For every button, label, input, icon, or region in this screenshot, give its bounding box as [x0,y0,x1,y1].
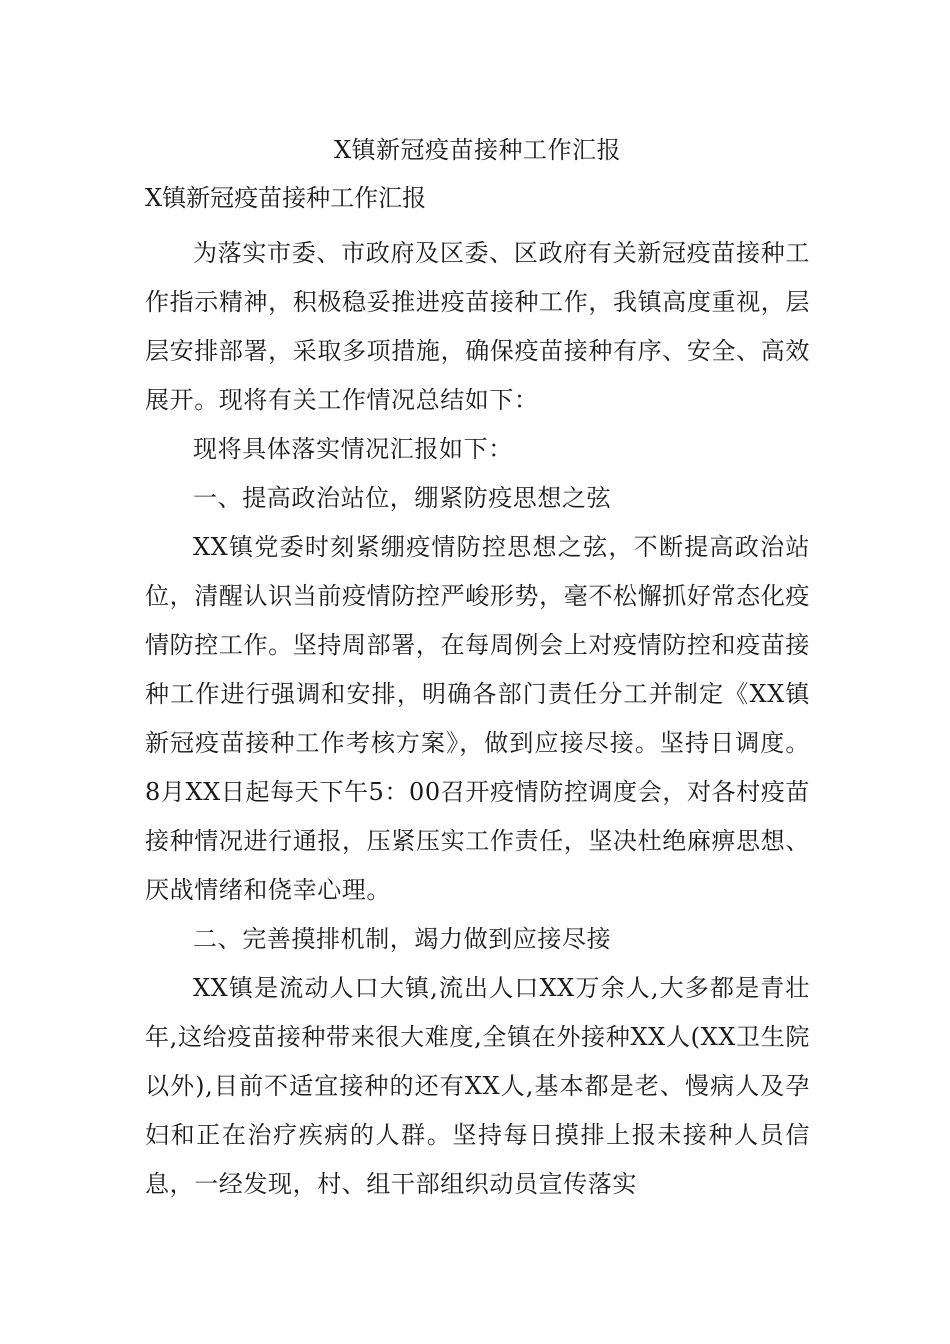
paragraph-section-2: XX镇是流动人口大镇,流出人口XX万余人,大多都是青壮年,这给疫苗接种带来很大难度,全镇在外接种XX人(XX卫生院以外),目前不适宜接种的还有XX人,基本都是老、慢病人及孕妇和正在治疗疾病的人群。坚持每日摸排上报未接种人员信息，一经发现，村、组干部组织动员宣传落实 [145,974,810,1198]
document-body [145,128,810,1209]
document-title: X镇新冠疫苗接种工作汇报 [333,136,622,164]
paragraph-lead: 现将具体落实情况汇报如下： [193,435,513,463]
paragraph-section-1: XX镇党委时刻紧绷疫情防控思想之弦，不断提高政治站位，清醒认识当前疫情防控严峻形势，毫不松懈抓好常态化疫情防控工作。坚持周部署，在每周例会上对疫情防控和疫苗接种工作进行强调和安排，明确各部门责任分工并制定《XX镇新冠疫苗接种工作考核方案》，做到应接尽接。坚持日调度。8月XX日起每天下午5：00召开疫情防控调度会，对各村疫苗接种情况进行通报，压紧压实工作责任，坚决杜绝麻痹思想、厌战情绪和侥幸心理。 [145,533,810,904]
paragraph-intro: 为落实市委、市政府及区委、区政府有关新冠疫苗接种工作指示精神，积极稳妥推进疫苗接种工作，我镇高度重视，层层安排部署，采取多项措施，确保疫苗接种有序、安全、高效展开。现将有关工作情况总结如下： [145,239,810,414]
section-heading-1: 一、提高政治站位，绷紧防疫思想之弦 [193,484,612,512]
document-subtitle: X镇新冠疫苗接种工作汇报 [145,184,427,212]
section-heading-2: 二、完善摸排机制，竭力做到应接尽接 [193,925,612,953]
